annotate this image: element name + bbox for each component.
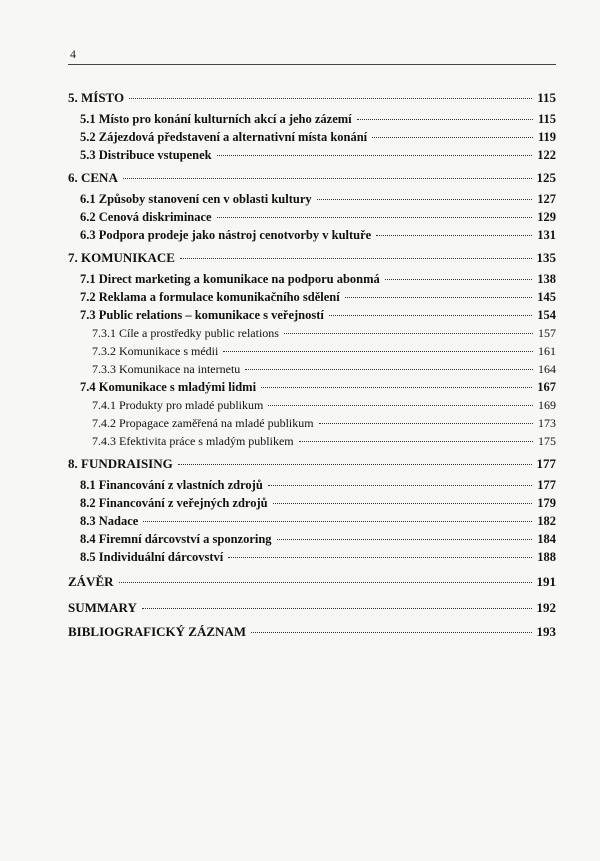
- toc-leader-dots: [180, 258, 532, 259]
- toc-leader-dots: [223, 351, 533, 352]
- toc-entry-page: 161: [538, 344, 556, 358]
- toc-entry-page: 154: [537, 308, 556, 322]
- toc-entry-page: 125: [536, 170, 556, 185]
- toc-entry-title: 6.1 Způsoby stanovení cen v oblasti kultury: [80, 192, 312, 206]
- toc-entry: [68, 210, 556, 226]
- toc-entry-title: 8.2 Financování z veřejných zdrojů: [80, 496, 268, 510]
- toc-entry: [68, 326, 556, 342]
- toc-leader-dots: [217, 217, 533, 218]
- toc-entry-title: SUMMARY: [68, 600, 137, 615]
- toc-entry: [68, 112, 556, 128]
- toc-leader-dots: [143, 521, 532, 522]
- toc-leader-dots: [217, 155, 533, 156]
- toc-entry: [68, 90, 556, 106]
- toc-entry-title: 5.3 Distribuce vstupenek: [80, 148, 212, 162]
- toc-leader-dots: [119, 582, 532, 583]
- toc-leader-dots: [178, 464, 532, 465]
- toc-entry-title: 7.4.1 Produkty pro mladé publikum: [92, 398, 264, 412]
- toc-entry-page: 115: [537, 90, 556, 105]
- toc-leader-dots: [357, 119, 533, 120]
- toc-entry-title: 7.3.2 Komunikace s médii: [92, 344, 219, 358]
- toc-leader-dots: [261, 387, 532, 388]
- toc-entry-title: 7.4 Komunikace s mladými lidmi: [80, 380, 257, 394]
- toc-entry: [68, 600, 556, 616]
- toc-leader-dots: [317, 199, 533, 200]
- header-rule: [68, 64, 556, 65]
- toc-entry: [68, 574, 556, 590]
- toc-entry-title: 7.1 Direct marketing a komunikace na podporu abonmá: [80, 272, 380, 286]
- toc-entry-page: 138: [537, 272, 556, 286]
- toc-entry-page: 192: [536, 600, 556, 615]
- toc-entry-page: 177: [536, 456, 556, 471]
- toc-entry: [68, 624, 556, 640]
- toc-entry: [68, 362, 556, 378]
- toc-entry-title: 6.3 Podpora prodeje jako nástroj cenotvorby v kultuře: [80, 228, 372, 242]
- toc-entry-title: 7. KOMUNIKACE: [68, 250, 175, 265]
- toc-entry: [68, 496, 556, 512]
- toc-entry: [68, 532, 556, 548]
- toc-entry-title: 6.2 Cenová diskriminace: [80, 210, 212, 224]
- toc-entry-title: 7.3.1 Cíle a prostředky public relations: [92, 326, 279, 340]
- toc-entry-title: 7.4.2 Propagace zaměřená na mladé publikum: [92, 416, 314, 430]
- toc-entry-page: 131: [537, 228, 556, 242]
- toc-entry: [68, 344, 556, 360]
- toc-leader-dots: [385, 279, 532, 280]
- toc-entry-page: 129: [537, 210, 556, 224]
- toc-entry-title: 8.5 Individuální dárcovství: [80, 550, 224, 564]
- toc-entry-page: 145: [537, 290, 556, 304]
- toc-entry-page: 193: [536, 624, 556, 639]
- toc-entry-page: 115: [537, 112, 556, 126]
- toc-entry-page: 127: [537, 192, 556, 206]
- toc-entry-title: 8. FUNDRAISING: [68, 456, 173, 471]
- toc-entry: [68, 514, 556, 530]
- toc-entry: [68, 228, 556, 244]
- toc-leader-dots: [273, 503, 533, 504]
- toc-entry-title: 5.2 Zájezdová představení a alternativní místa konání: [80, 130, 368, 144]
- toc-entry-title: 7.4.3 Efektivita práce s mladým publikem: [92, 434, 294, 448]
- toc-leader-dots: [268, 485, 532, 486]
- toc-entry-page: 164: [538, 362, 556, 376]
- toc-entry-page: 135: [536, 250, 556, 265]
- toc-entry: [68, 272, 556, 288]
- toc-entry-page: 157: [538, 326, 556, 340]
- toc-entry-page: 191: [536, 574, 556, 589]
- toc-entry: [68, 434, 556, 450]
- toc-leader-dots: [228, 557, 532, 558]
- toc-entry-page: 175: [538, 434, 556, 448]
- page-number: 4: [70, 47, 76, 61]
- toc-entry-title: 8.1 Financování z vlastních zdrojů: [80, 478, 263, 492]
- toc-leader-dots: [277, 539, 533, 540]
- toc-entry-title: 8.4 Firemní dárcovství a sponzoring: [80, 532, 272, 546]
- toc-entry: [68, 550, 556, 566]
- toc-entry-title: BIBLIOGRAFICKÝ ZÁZNAM: [68, 624, 247, 639]
- toc-entry-page: 179: [537, 496, 556, 510]
- toc-entry-title: 6. CENA: [68, 170, 118, 185]
- toc-entry: [68, 250, 556, 266]
- toc-entry: [68, 416, 556, 432]
- toc-entry-title: 7.2 Reklama a formulace komunikačního sdělení: [80, 290, 340, 304]
- toc-entry-title: 5. MÍSTO: [68, 90, 125, 105]
- toc-leader-dots: [142, 608, 532, 609]
- toc-leader-dots: [245, 369, 533, 370]
- toc-entry: [68, 290, 556, 306]
- toc-entry: [68, 148, 556, 164]
- toc-entry-page: 119: [537, 130, 556, 144]
- toc-leader-dots: [123, 178, 532, 179]
- toc-entry-title: 5.1 Místo pro konání kulturních akcí a jeho zázemí: [80, 112, 352, 126]
- toc-entry-page: 188: [537, 550, 556, 564]
- toc-entry: [68, 130, 556, 146]
- toc-entry-title: ZÁVĚR: [68, 574, 114, 589]
- toc-entry-page: 167: [537, 380, 556, 394]
- toc-entry-title: 8.3 Nadace: [80, 514, 139, 528]
- toc-entry: [68, 308, 556, 324]
- toc-entry: [68, 456, 556, 472]
- toc-leader-dots: [268, 405, 533, 406]
- toc-entry: [68, 170, 556, 186]
- toc-entry-page: 122: [537, 148, 556, 162]
- toc-entry-page: 177: [537, 478, 556, 492]
- toc-leader-dots: [284, 333, 533, 334]
- toc-entry: [68, 398, 556, 414]
- toc-entry-title: 7.3 Public relations – komunikace s veřejností: [80, 308, 324, 322]
- toc-entry-page: 169: [538, 398, 556, 412]
- toc-entry: [68, 192, 556, 208]
- toc-leader-dots: [319, 423, 533, 424]
- toc-leader-dots: [345, 297, 533, 298]
- toc-entry-page: 184: [537, 532, 556, 546]
- toc-leader-dots: [372, 137, 533, 138]
- toc-entry: [68, 478, 556, 494]
- toc-entry: [68, 380, 556, 396]
- toc-leader-dots: [329, 315, 532, 316]
- toc-entry-title: 7.3.3 Komunikace na internetu: [92, 362, 241, 376]
- toc-leader-dots: [129, 98, 532, 99]
- toc-leader-dots: [299, 441, 533, 442]
- toc-leader-dots: [376, 235, 532, 236]
- toc-entry-page: 182: [537, 514, 556, 528]
- toc-entry-page: 173: [538, 416, 556, 430]
- toc-leader-dots: [251, 632, 531, 633]
